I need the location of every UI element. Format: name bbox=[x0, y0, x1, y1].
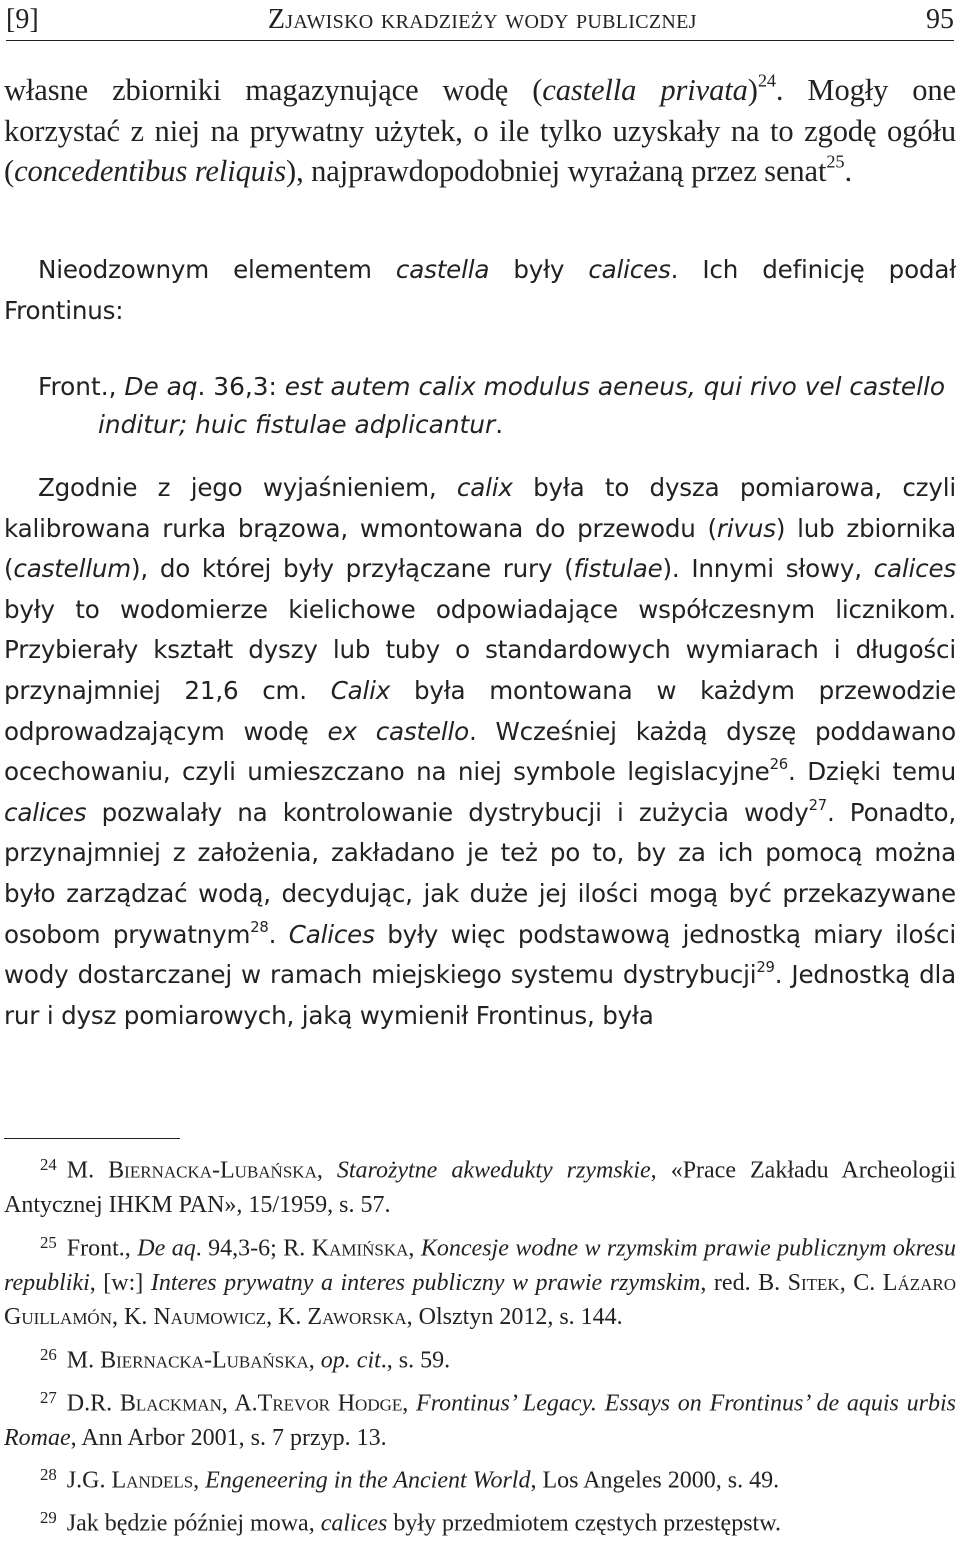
footnote-number: 24 bbox=[40, 1155, 57, 1174]
footnote-number: 27 bbox=[40, 1387, 57, 1407]
block-quote: Front., De aq. 36,3: est autem calix modulus aeneus, qui rivo vel castello inditur; huic fistulae adplicantur. bbox=[38, 372, 946, 439]
footnote-separator bbox=[4, 1138, 180, 1139]
footnote-24: $^{24}$ M. Biernacka-Lubańska, Starożytne akwedukty rzymskie, «Prace Zakładu Archeologii Antycznej IHKM PAN», 15/1959, s. 57. bbox=[4, 1155, 957, 1219]
footnote-27: $^{27}$ D.R. Blackman, A.Trevor Hodge, Frontinus’ Legacy. Essays on Frontinus’ de aquis urbis Romae, Ann Arbor 2001, s. 7 przyp. 13. bbox=[4, 1387, 957, 1451]
running-title: Zjawisko kradzieży wody publicznej bbox=[267, 4, 697, 35]
running-header bbox=[6, 0, 954, 40]
paragraph-1: własne zbiorniki magazynujące wodę (castella privata)$^{24}$. Mogły one korzystać z niej na prywatny użytek, o ile tylko uzyskały na to zgodę ogółu (concedentibus reliquis), najprawdopodobniej wyrażaną przez senat$^{25}$. bbox=[4, 70, 957, 188]
footnote-ref-27[interactable]: 27 bbox=[808, 796, 827, 814]
footnote-ref-26[interactable]: 26 bbox=[769, 756, 788, 774]
paragraph-2: Nieodzownym elementem castella były calices. Ich definicję podał Frontinus: bbox=[4, 255, 956, 325]
footnote-number: 29 bbox=[40, 1508, 57, 1528]
section-number: [9] bbox=[6, 4, 39, 35]
footnote-28: $^{28}$ J.G. Landels, Engeneering in the Ancient World, Los Angeles 2000, s. 49. bbox=[40, 1465, 780, 1494]
paragraph-3: Zgodnie z jego wyjaśnieniem, calix była to dysza pomiarowa, czyli kalibrowana rurka brązowa, wmontowana do przewodu (rivus) lub zbiornika (castellum), do której były przyłączane rury (fistulae). Innymi słowy, calices były to wodomierze kielichowe odpowiadające współczesnym licznikom. Przybierały kształt dyszy lub tuby o standardowych wymiarach i długości przynajmniej 21,6 cm. Calix była montowana w każdym przewodzie odprowadzającym wodę ex castello. Wcześniej każdą dyszę poddawano ocechowaniu, czyli umieszczano na niej symbole legislacyjne$^{26}$. Dzięki temu calices pozwalały na kontrolowanie dystrybucji i zużycia wody$^{27}$. Ponadto, przynajmniej z założenia, zakładano je też po to, by za ich pomocą można było zarządzać wodą, decydując, jak duże jej ilości mogą być przekazywane osobom prywatnym$^{28}$. Calices były więc podstawową jednostką miary ilości wody dostarczanej w ramach miejskiego systemu dystrybucji$^{29}$. Jednostką dla rur i dysz pomiarowych, jaką wymienił Frontinus, była bbox=[4, 473, 956, 1030]
footnote-number: 25 bbox=[40, 1232, 57, 1252]
header-rule bbox=[6, 40, 954, 41]
footnote-ref-28[interactable]: 28 bbox=[250, 918, 269, 936]
page-number: 95 bbox=[925, 4, 954, 35]
footnote-ref-25[interactable]: 25 bbox=[826, 151, 845, 172]
footnote-25: $^{25}$ Front., De aq. 94,3-6; R. Kamińska, Koncesje wodne w rzymskim prawie publicznym okresu republiki, [w:] Interes prywatny a interes publiczny w prawie rzymskim, red. B. Sitek, C. Lázaro Guillamón, K. Naumowicz, K. Zaworska, Olsztyn 2012, s. 144. bbox=[4, 1232, 957, 1331]
footnote-29: $^{29}$ Jak będzie później mowa, calices były przedmiotem częstych przestępstw. bbox=[40, 1508, 781, 1537]
footnote-ref-24[interactable]: 24 bbox=[757, 70, 776, 91]
footnote-ref-29[interactable]: 29 bbox=[756, 959, 775, 977]
footnotes bbox=[4, 1148, 956, 1544]
footnote-26: $^{26}$ M. Biernacka-Lubańska, op. cit., s. 59. bbox=[40, 1344, 451, 1374]
footnote-number: 26 bbox=[40, 1344, 57, 1364]
footnote-number: 28 bbox=[40, 1465, 57, 1485]
